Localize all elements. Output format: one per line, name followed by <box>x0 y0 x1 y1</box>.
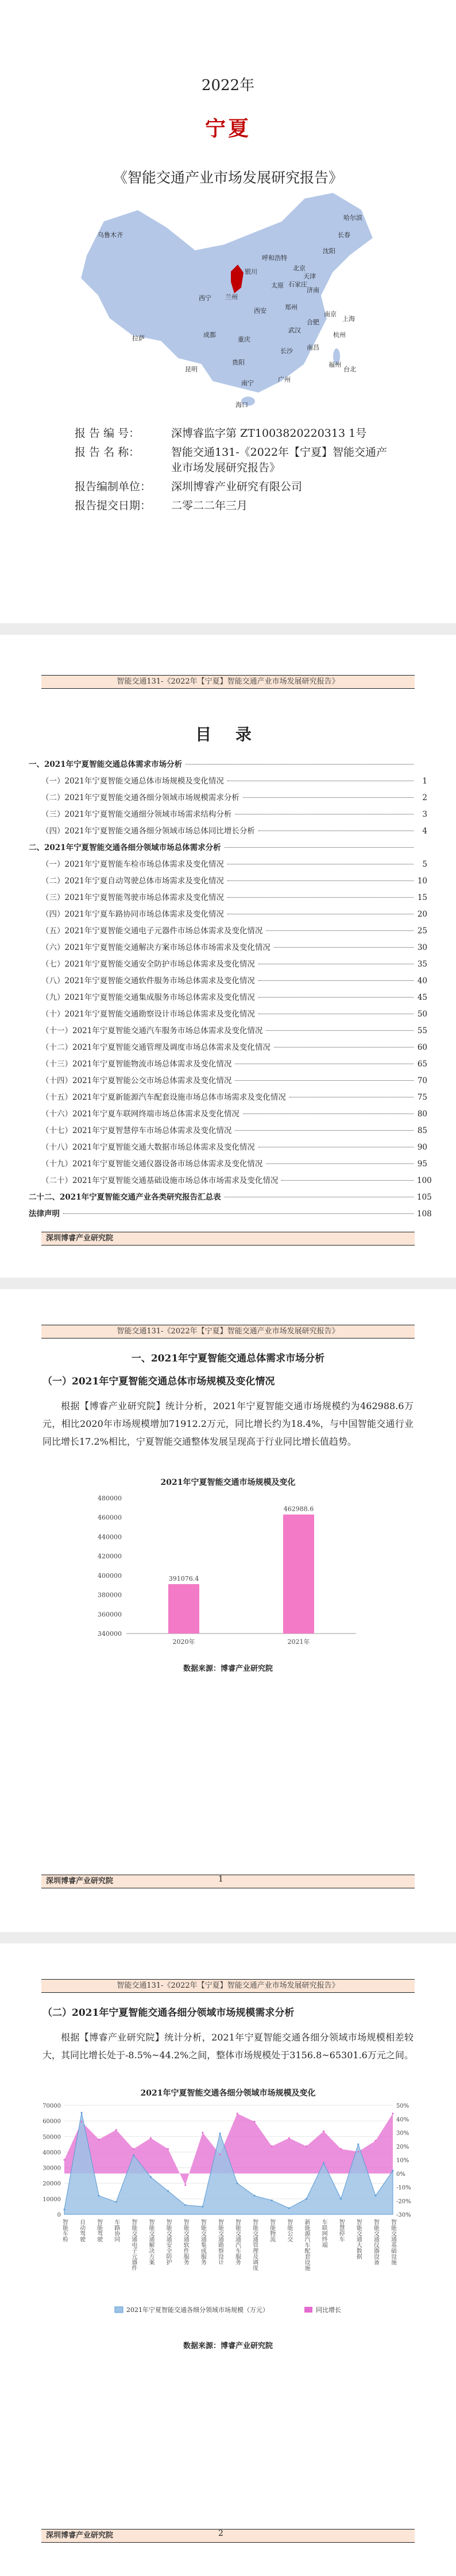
meta-row-name <box>75 445 396 476</box>
growth-point <box>150 2137 152 2139</box>
toc-entry-page: 20 <box>417 910 427 919</box>
x-tick-label: 智能驾驶 <box>95 2219 102 2242</box>
data-source: 数据来源：博睿产业研究院 <box>183 2342 273 2350</box>
legend-swatch-growth <box>304 2307 312 2313</box>
meta-row-number <box>75 426 396 441</box>
y-right-tick-label: 0% <box>396 2171 405 2178</box>
x-tick-label: 智能公交 <box>285 2219 292 2242</box>
map-city-label: 广州 <box>278 376 291 383</box>
toc-entry-page: 65 <box>417 1060 427 1069</box>
x-tick-label: 智慧停车 <box>338 2219 345 2242</box>
x-tick-label: 智能物流 <box>268 2219 275 2242</box>
map-city-label: 长春 <box>338 231 350 239</box>
y-tick-label: 360000 <box>98 1611 122 1619</box>
map-city-label: 杭州 <box>333 331 346 339</box>
toc-entry[interactable] <box>29 991 427 1007</box>
market-size-point <box>98 2195 100 2197</box>
market-size-point <box>392 2170 394 2172</box>
toc-entry-page: 50 <box>417 1010 427 1019</box>
toc-entry[interactable] <box>29 1174 432 1190</box>
meta-value: 深圳博睿产业研究有限公司 <box>171 480 303 493</box>
china-map <box>63 187 393 410</box>
toc-entry[interactable] <box>29 1091 427 1107</box>
y-right-tick-label: 20% <box>396 2144 409 2151</box>
x-tick-label: 智能交通汽车服务 <box>234 2219 241 2265</box>
x-tick-label: 智能交通电子元器件 <box>130 2219 137 2271</box>
map-city-label: 西宁 <box>199 294 211 302</box>
toc-entry-label: （四）2021年宁夏车路协同市场总体需求及变化情况 <box>41 910 224 919</box>
market-size-point <box>202 2206 203 2208</box>
market-size-point <box>133 2154 134 2156</box>
toc-entry-label: （九）2021年宁夏智能交通集成服务市场总体需求及变化情况 <box>41 993 255 1002</box>
x-tick-label: 车路协同 <box>113 2219 119 2242</box>
map-city-label: 福州 <box>329 361 341 368</box>
growth-point <box>254 2121 256 2123</box>
x-tick-label: 智能交通软件服务 <box>182 2219 189 2265</box>
growth-point <box>237 2113 238 2115</box>
growth-point <box>184 2184 186 2186</box>
market-size-point <box>64 2209 65 2210</box>
toc-entry-label: （六）2021年宁夏智能交通解决方案市场总体市场需求及变化情况 <box>41 943 270 952</box>
x-tick-label: 自动驾驶 <box>78 2219 85 2242</box>
y-left-tick-label: 20000 <box>42 2181 61 2187</box>
y-left-tick-label: 30000 <box>42 2165 61 2172</box>
toc-entry-label: （三）2021年宁夏智能交通细分领域市场需求结构分析 <box>41 810 232 819</box>
map-city-label: 贵阳 <box>232 359 245 366</box>
toc-entry-page: 70 <box>417 1076 427 1085</box>
toc-entry[interactable] <box>29 874 427 891</box>
map-city-label: 重庆 <box>238 336 250 343</box>
toc-entry-label: （十二）2021年宁夏智能交通管理及调度市场总体需求及变化情况 <box>41 1043 270 1052</box>
toc-list <box>29 758 432 1224</box>
cover-page <box>0 0 456 623</box>
toc-entry-label: （四）2021年宁夏智能交通各细分领域市场总体同比增长分析 <box>41 827 255 836</box>
y-left-tick-label: 10000 <box>42 2196 61 2203</box>
toc-entry[interactable] <box>29 1007 427 1024</box>
y-left-tick-label: 60000 <box>42 2119 61 2125</box>
map-city-label: 呼和浩特 <box>262 254 287 262</box>
growth-point <box>357 2151 359 2152</box>
y-tick-label: 480000 <box>98 1495 122 1502</box>
growth-point <box>340 2148 342 2150</box>
bar-data-label: 462988.6 <box>283 1505 314 1513</box>
market-size-point <box>288 2208 290 2209</box>
toc-entry-page: 75 <box>417 1093 427 1102</box>
toc-entry[interactable] <box>29 1074 427 1091</box>
y-left-tick-label: 0 <box>57 2212 61 2218</box>
toc-entry-page: 108 <box>417 1209 432 1219</box>
toc-dot-leader <box>281 1180 414 1181</box>
meta-row-date <box>75 498 396 514</box>
bar <box>283 1515 314 1634</box>
toc-entry[interactable] <box>29 1207 432 1224</box>
market-size-point <box>237 2182 238 2184</box>
meta-value: 智能交通131-《2022年【宁夏】智能交通产业市场发展研究报告》 <box>171 446 388 474</box>
toc-entry[interactable] <box>29 891 427 907</box>
toc-entry-page: 10 <box>417 876 427 886</box>
map-city-label: 北京 <box>293 265 306 272</box>
y-left-tick-label: 70000 <box>42 2103 61 2109</box>
toc-entry-page: 95 <box>417 1159 427 1169</box>
toc-entry-page: 100 <box>417 1176 432 1185</box>
toc-dot-leader <box>235 1080 414 1081</box>
market-size-point <box>219 2132 221 2134</box>
growth-point <box>219 2154 221 2155</box>
toc-entry[interactable] <box>29 1157 427 1174</box>
toc-entry[interactable] <box>29 1057 427 1074</box>
toc-dot-leader <box>274 947 414 948</box>
running-footer <box>41 2529 415 2543</box>
content-page-1 <box>0 1289 456 1932</box>
map-city-label: 上海 <box>342 315 355 323</box>
map-city-label: 台北 <box>343 366 356 373</box>
toc-entry[interactable] <box>29 858 427 874</box>
toc-entry-label: （十六）2021年宁夏车联网终端市场总体需求及变化情况 <box>41 1109 239 1119</box>
toc-dot-leader <box>225 847 414 848</box>
toc-entry-label: （十七）2021年宁夏智慧停车市场总体需求及变化情况 <box>41 1126 232 1135</box>
running-footer-text: 深圳博睿产业研究院 <box>46 2531 114 2540</box>
toc-entry-label: （二）2021年宁夏自动驾驶总体市场需求及变化情况 <box>41 876 224 886</box>
toc-dot-leader <box>243 797 414 798</box>
meta-value: 深博睿监字第 ZT1003820220313 1号 <box>171 427 367 440</box>
y-tick-label: 420000 <box>98 1553 122 1561</box>
toc-dot-leader <box>227 880 414 881</box>
x-tick-label: 智能交通管理及调度 <box>251 2219 258 2271</box>
running-footer-text: 深圳博睿产业研究院 <box>46 1877 114 1886</box>
y-right-tick-label: -10% <box>396 2185 411 2191</box>
toc-entry-page: 90 <box>417 1143 427 1152</box>
toc-entry-page: 2 <box>422 793 427 802</box>
meta-value: 二零二二年三月 <box>171 499 248 512</box>
y-right-tick-label: -20% <box>396 2198 411 2205</box>
toc-entry[interactable] <box>29 1041 427 1057</box>
map-city-label: 石家庄 <box>288 281 307 288</box>
market-size-point <box>323 2162 324 2164</box>
body-paragraph: 根据【博睿产业研究院】统计分析，2021年宁夏智能交通各细分领域市场规模相差较大，其同比增长处于-8.5%~44.2%之间，整体市场规模处于3156.8~65301.6万元之间。 <box>42 2032 414 2061</box>
map-city-label: 沈阳 <box>323 247 335 255</box>
toc-dot-leader <box>258 997 414 998</box>
meta-row-org <box>75 479 396 495</box>
market-size-bar-chart <box>86 1490 373 1651</box>
map-city-label: 合肥 <box>307 319 319 326</box>
cover-year: 2022年 <box>201 77 255 94</box>
x-tick-label: 车联网终端 <box>320 2219 327 2248</box>
market-size-point <box>254 2195 256 2197</box>
toc-entry-label: （十五）2021年宁夏新能源汽车配套设施市场总体市场需求及变化情况 <box>41 1093 286 1102</box>
content-page-2 <box>0 1943 456 2576</box>
market-size-point <box>81 2112 83 2113</box>
legend-swatch-size <box>115 2307 123 2313</box>
y-right-tick-label: 10% <box>396 2158 409 2164</box>
toc-entry-label: （一）2021年宁夏智能车检市场总体需求及变化情况 <box>41 860 224 869</box>
market-size-point <box>167 2190 169 2192</box>
toc-entry-label: 一、2021年宁夏智能交通总体需求市场分析 <box>29 760 183 769</box>
meta-key: 报告编制单位： <box>75 480 152 493</box>
toc-entry-label: （七）2021年宁夏智能交通安全防护市场总体需求及变化情况 <box>41 960 255 969</box>
x-tick-label: 智能交通大数据 <box>355 2219 362 2259</box>
x-tick-label: 2021年 <box>287 1638 310 1646</box>
map-city-label: 哈尔滨 <box>343 214 362 222</box>
market-size-point <box>306 2198 307 2199</box>
toc-entry-page: 55 <box>417 1026 427 1035</box>
toc-dot-leader <box>274 1047 414 1048</box>
legend-label-size: 2021年宁夏智能交通各细分领域市场规模（万元） <box>126 2306 269 2314</box>
map-city-label: 拉萨 <box>132 335 145 342</box>
segment-area-chart <box>34 2098 425 2328</box>
toc-entry-label: （十三）2021年宁夏智能物流市场总体需求及变化情况 <box>41 1060 232 1069</box>
running-header: 智能交通131-《2022年【宁夏】智能交通产业市场发展研究报告》 <box>41 1979 415 1993</box>
toc-dot-leader <box>258 980 414 981</box>
toc-entry[interactable] <box>29 808 427 824</box>
toc-dot-leader <box>266 1163 414 1164</box>
data-source: 数据来源：博睿产业研究院 <box>183 1665 273 1673</box>
toc-entry[interactable] <box>29 924 427 941</box>
y-right-tick-label: -30% <box>396 2212 411 2218</box>
growth-point <box>271 2146 273 2147</box>
cover-region: 宁夏 <box>204 117 251 141</box>
toc-entry-label: （十四）2021年宁夏智能公交市场总体需求及变化情况 <box>41 1076 232 1085</box>
x-tick-label: 智能交通安全防护 <box>165 2219 172 2265</box>
bar-data-label: 391076.4 <box>168 1574 199 1582</box>
map-city-label: 天津 <box>303 273 316 280</box>
page-gap <box>0 1932 456 1943</box>
x-tick-label: 新能源汽车配套设施 <box>303 2219 310 2271</box>
running-footer-text: 深圳博睿产业研究院 <box>46 1234 114 1243</box>
legend-label-growth: 同比增长 <box>316 2306 341 2314</box>
map-city-label: 银川 <box>245 268 257 276</box>
map-city-label: 昆明 <box>185 366 198 373</box>
toc-entry-label: （八）2021年宁夏智能交通软件服务市场总体需求及变化情况 <box>41 976 255 986</box>
x-tick-label: 智能交通勘察设计 <box>217 2219 223 2265</box>
growth-point <box>374 2140 376 2142</box>
toc-entry[interactable] <box>29 758 427 774</box>
y-tick-label: 340000 <box>98 1630 122 1638</box>
sub-title: （一）2021年宁夏智能交通总体市场规模及变化情况 <box>42 1376 275 1387</box>
toc-dot-leader <box>63 1213 414 1214</box>
toc-entry[interactable] <box>29 1140 427 1157</box>
y-right-tick-label: 30% <box>396 2130 409 2137</box>
growth-point <box>306 2146 307 2147</box>
growth-point <box>81 2121 83 2123</box>
map-city-label: 南昌 <box>307 344 319 351</box>
toc-title: 目 录 <box>195 725 261 744</box>
toc-entry-page: 60 <box>417 1043 427 1052</box>
map-city-label: 兰州 <box>225 293 238 301</box>
running-header: 智能交通131-《2022年【宁夏】智能交通产业市场发展研究报告》 <box>41 675 415 689</box>
toc-entry[interactable] <box>29 1124 427 1140</box>
toc-entry-label: （二十）2021年宁夏智能交通基础设施市场总体市场需求及变化情况 <box>41 1176 279 1185</box>
toc-entry-page: 3 <box>422 810 427 819</box>
toc-entry-label: 二、2021年宁夏智能交通各细分领域市场总体需求分析 <box>29 843 221 852</box>
toc-dot-leader <box>186 764 414 765</box>
x-tick-label: 2020年 <box>172 1638 195 1646</box>
y-tick-label: 380000 <box>98 1591 122 1599</box>
growth-point <box>392 2113 394 2115</box>
map-city-label: 济南 <box>307 286 319 294</box>
running-header: 智能交通131-《2022年【宁夏】智能交通产业市场发展研究报告》 <box>41 1325 415 1339</box>
y-left-tick-label: 40000 <box>42 2150 61 2156</box>
meta-key: 报告提交日期： <box>75 499 152 512</box>
map-city-label: 海口 <box>235 401 248 409</box>
toc-entry-page: 35 <box>417 960 427 969</box>
body-paragraph: 根据【博睿产业研究院】统计分析，2021年宁夏智能交通市场规模约为462988.6万元，相比2020年市场规模增加71912.2万元，同比增长约为18.4%，与中国智能交通行业同比增长17.2%相比，宁夏智能交通整体发展呈现高于行业同比增长值趋势。 <box>42 1400 414 1447</box>
toc-entry[interactable] <box>29 774 427 791</box>
x-tick-label: 智能交通仪器设备 <box>372 2219 379 2265</box>
toc-entry-label: （三）2021年宁夏智能驾驶市场总体需求及变化情况 <box>41 893 224 902</box>
growth-point <box>202 2132 203 2133</box>
toc-entry-page: 15 <box>417 893 427 902</box>
running-footer <box>41 1875 415 1888</box>
toc-entry[interactable] <box>29 1190 432 1207</box>
toc-entry[interactable] <box>29 957 427 974</box>
page-gap <box>0 1278 456 1289</box>
page-gap <box>0 623 456 635</box>
map-city-label: 西安 <box>254 307 266 315</box>
toc-entry[interactable] <box>29 791 427 808</box>
toc-entry-label: 二十二、2021年宁夏智能交通产业各类研究报告汇总表 <box>29 1193 221 1202</box>
market-size-point <box>357 2143 359 2145</box>
toc-dot-leader <box>266 1030 414 1031</box>
market-size-point <box>271 2199 273 2201</box>
report-meta <box>75 426 396 514</box>
toc-entry-page: 85 <box>417 1126 427 1135</box>
toc-entry-page: 25 <box>417 926 427 936</box>
growth-point <box>98 2139 100 2140</box>
y-tick-label: 440000 <box>98 1533 122 1541</box>
toc-entry-page: 4 <box>422 827 427 836</box>
toc-entry[interactable] <box>29 907 427 924</box>
map-city-label: 武汉 <box>288 327 301 334</box>
map-city-label: 太原 <box>271 282 284 289</box>
toc-entry[interactable] <box>29 1024 427 1041</box>
toc-page <box>0 635 456 1278</box>
map-city-label: 南京 <box>324 311 337 318</box>
page-number: 1 <box>218 1875 223 1884</box>
y-tick-label: 400000 <box>98 1572 122 1580</box>
toc-entry-page: 80 <box>417 1109 427 1119</box>
y-right-tick-label: 50% <box>396 2103 409 2109</box>
map-city-label: 长沙 <box>280 347 293 355</box>
toc-dot-leader <box>266 930 414 931</box>
market-size-point <box>340 2198 342 2199</box>
growth-point <box>323 2131 324 2132</box>
map-city-label: 南宁 <box>241 379 254 387</box>
toc-entry[interactable] <box>29 841 427 858</box>
toc-entry[interactable] <box>29 1107 427 1124</box>
toc-entry-label: （一）2021年宁夏智能交通总体市场规模及变化情况 <box>41 777 224 786</box>
growth-point <box>115 2129 117 2131</box>
toc-entry-page: 45 <box>417 993 427 1002</box>
market-size-point <box>374 2195 376 2197</box>
chart-title: 2021年宁夏智能交通市场规模及变化 <box>160 1478 296 1487</box>
toc-entry-label: 法律声明 <box>29 1209 60 1219</box>
map-city-label: 乌鲁木齐 <box>98 231 123 239</box>
map-city-label: 成都 <box>203 331 216 339</box>
growth-point <box>167 2148 169 2150</box>
section-title: 一、2021年宁夏智能交通总体需求市场分析 <box>131 1353 325 1364</box>
map-city-label: 郑州 <box>285 304 297 311</box>
toc-entry-page: 30 <box>417 943 427 952</box>
toc-entry-label: （十一）2021年宁夏智能交通汽车服务市场总体需求及变化情况 <box>41 1026 263 1035</box>
toc-entry-label: （五）2021年宁夏智能交通电子元器件市场总体需求及变化情况 <box>41 926 263 936</box>
toc-entry-page: 105 <box>417 1193 432 1202</box>
market-size-point <box>184 2204 186 2206</box>
toc-entry-label: （十）2021年宁夏智能交通勘察设计市场总体需求及变化情况 <box>41 1010 255 1019</box>
market-size-point <box>115 2201 117 2203</box>
y-right-tick-label: 40% <box>396 2116 409 2123</box>
page-number: 2 <box>218 2529 223 2538</box>
toc-entry[interactable] <box>29 941 427 957</box>
toc-entry-label: （十九）2021年宁夏智能交通仪器设备市场总体需求及变化情况 <box>41 1159 263 1169</box>
running-footer <box>41 1232 415 1246</box>
toc-entry-label: （二）2021年宁夏智能交通各细分领域市场规模需求分析 <box>41 793 239 802</box>
meta-key: 报 告 编 号： <box>75 427 140 440</box>
toc-entry[interactable] <box>29 824 427 841</box>
y-tick-label: 460000 <box>98 1514 122 1522</box>
toc-entry-page: 1 <box>422 777 427 786</box>
meta-key: 报 告 名 称： <box>75 446 140 459</box>
growth-point <box>288 2137 290 2139</box>
sub-title: （二）2021年宁夏智能交通各细分领域市场规模需求分析 <box>42 2007 295 2019</box>
toc-dot-leader <box>235 1130 414 1131</box>
toc-entry[interactable] <box>29 974 427 991</box>
bar <box>168 1584 199 1634</box>
toc-dot-leader <box>227 897 414 898</box>
y-left-tick-label: 50000 <box>42 2134 61 2141</box>
toc-entry-label: （十八）2021年宁夏智能交通大数据市场总体需求及变化情况 <box>41 1143 255 1152</box>
x-tick-label: 智能交通基础设施 <box>389 2219 396 2265</box>
toc-entry-page: 5 <box>422 860 427 869</box>
toc-entry-page: 40 <box>417 976 427 986</box>
x-tick-label: 智能交通集成服务 <box>199 2219 206 2265</box>
x-tick-label: 智能交通解决方案 <box>148 2219 154 2265</box>
growth-point <box>133 2148 134 2150</box>
cover-title: 《智能交通产业市场发展研究报告》 <box>113 169 343 186</box>
x-tick-label: 智能车检 <box>61 2219 68 2242</box>
market-size-point <box>150 2176 152 2178</box>
chart-title: 2021年宁夏智能交通各细分领域市场规模及变化 <box>140 2089 316 2098</box>
growth-point <box>64 2159 65 2161</box>
